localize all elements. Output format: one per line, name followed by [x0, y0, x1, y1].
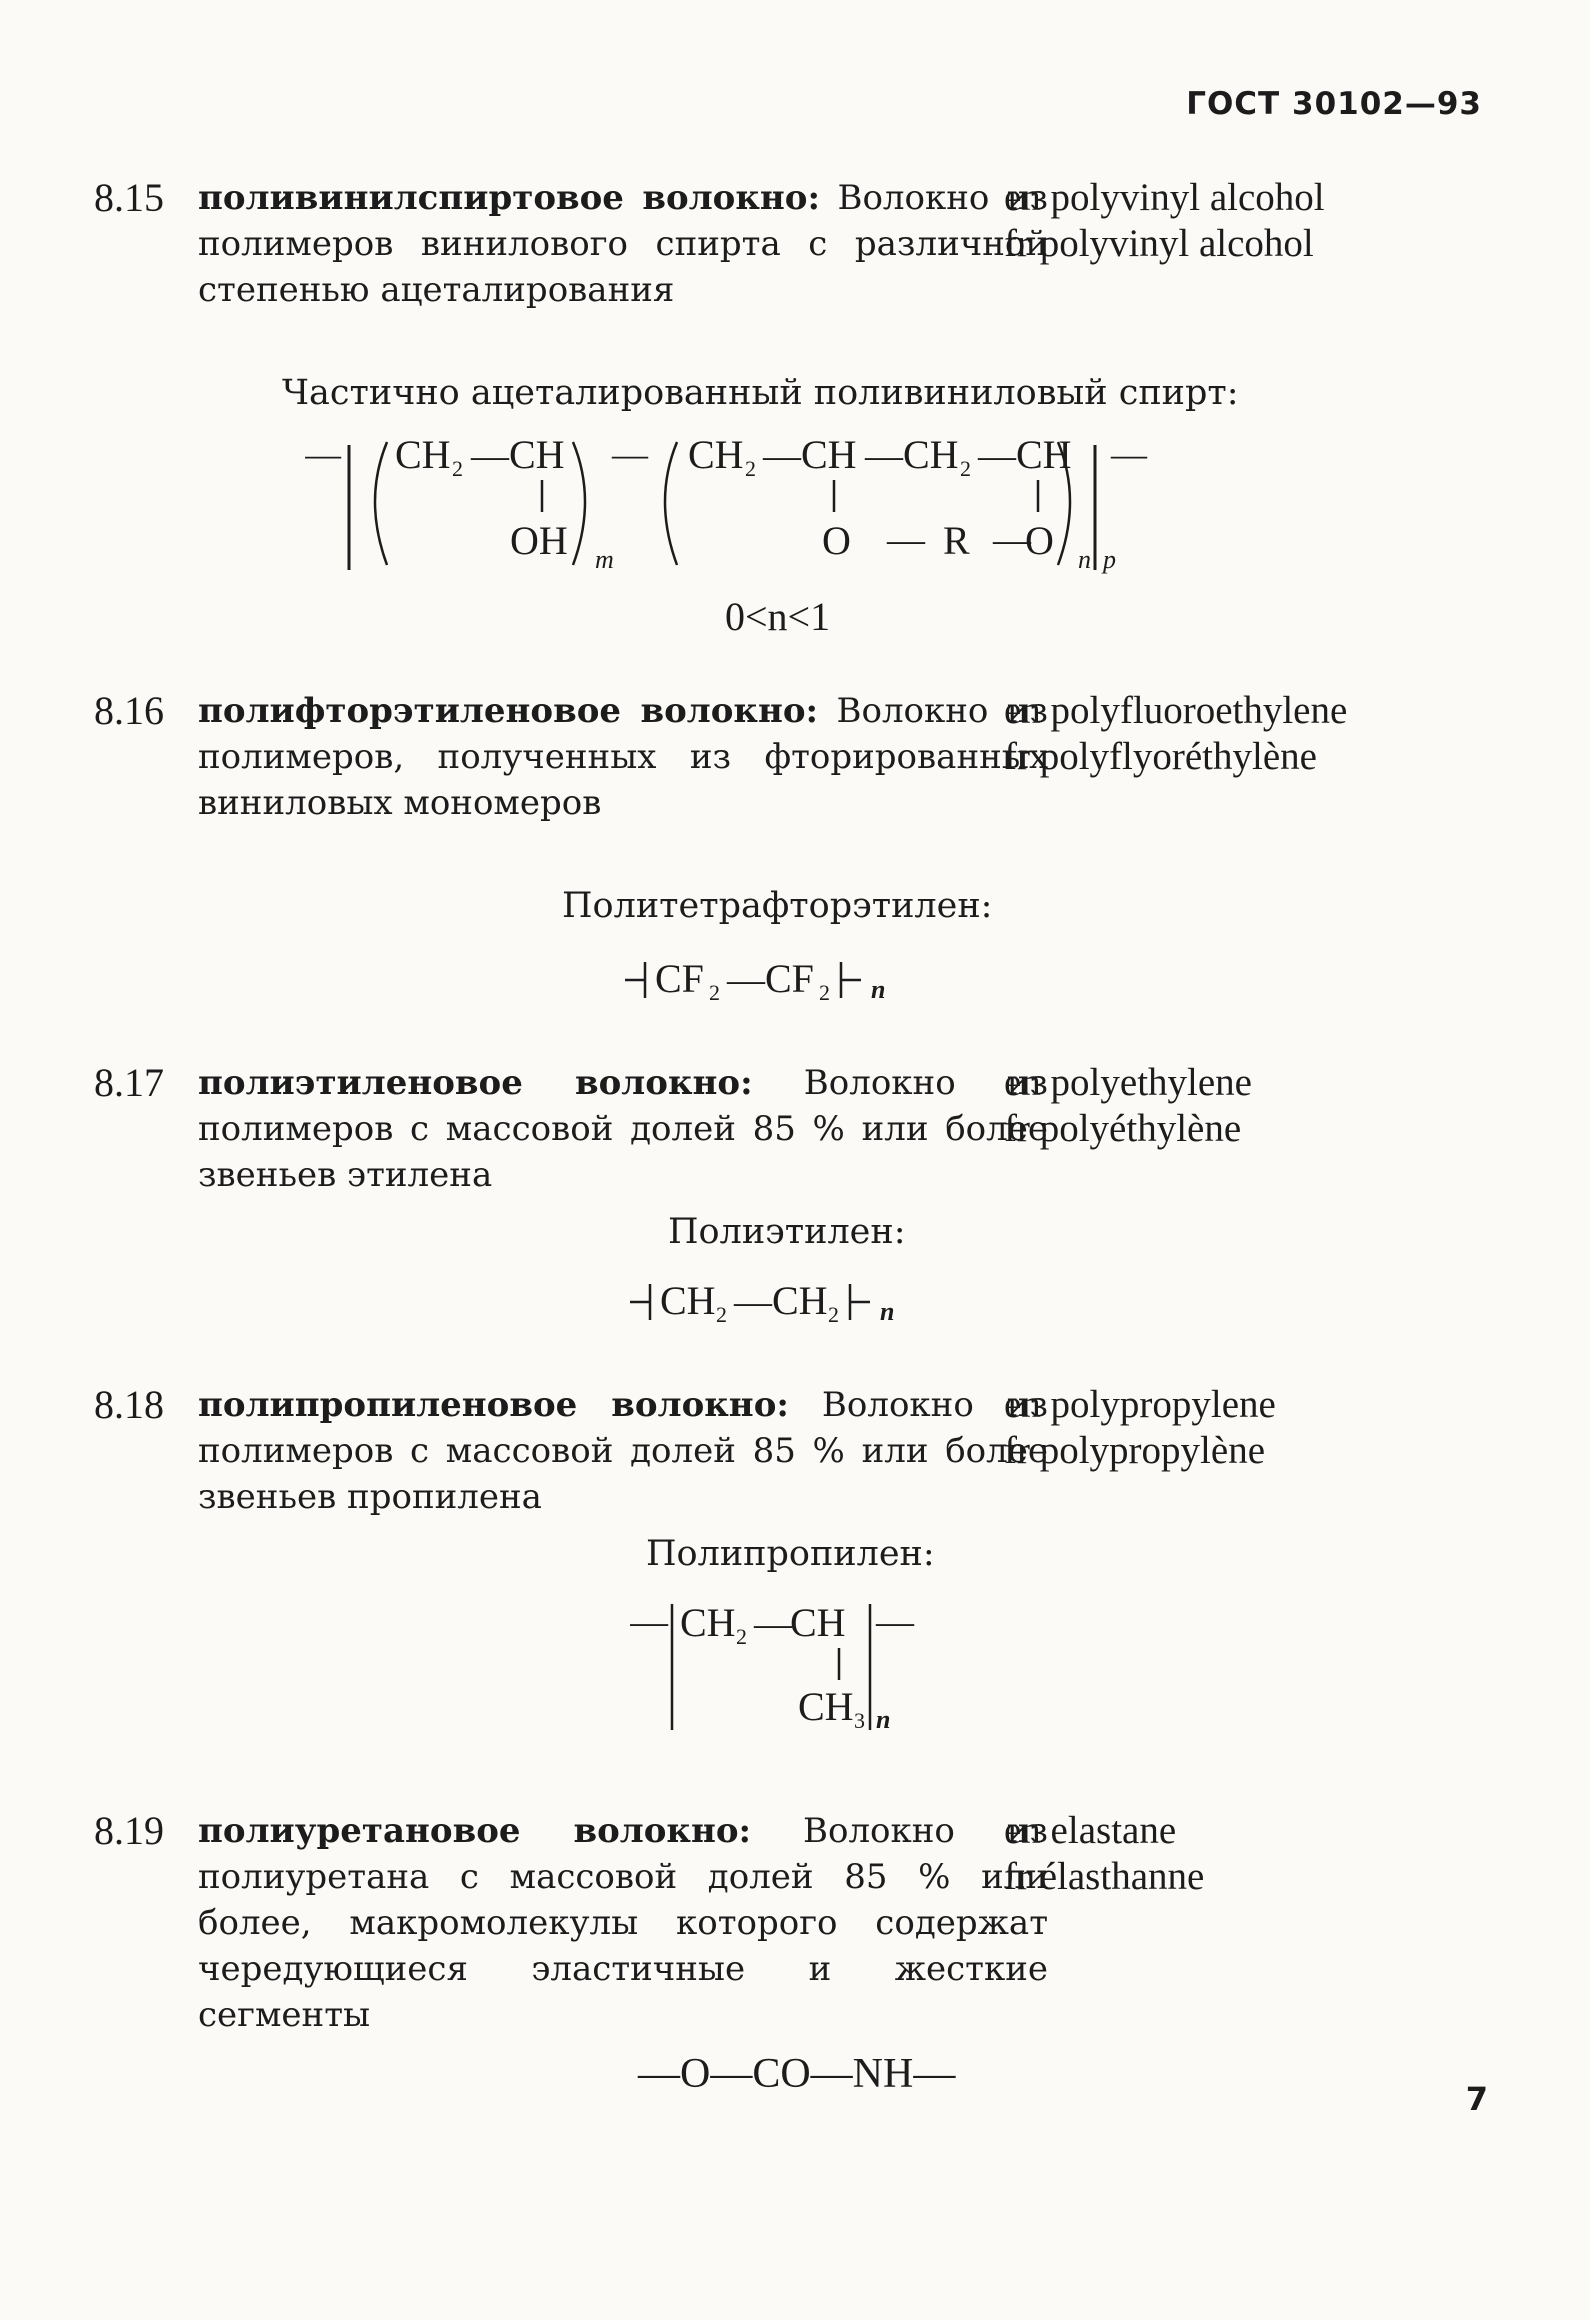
formula-bond: — [630, 1601, 668, 1643]
entry-term: полипропиленовое волокно: [198, 1385, 789, 1425]
formula-group-ch3: CH [798, 1684, 854, 1729]
equivalent-fr: fr polypropylène [1004, 1429, 1266, 1472]
page-number: 7 [1465, 2080, 1488, 2118]
formula-index-n: n [871, 975, 886, 1004]
formula-group-ch2: CH [395, 432, 451, 477]
formula-bond: — [978, 435, 1016, 477]
formula-group-ch: CH [509, 432, 565, 477]
formula-index-n: n [880, 1297, 895, 1326]
formula-group: CF [655, 956, 704, 1001]
entry-equivalents [1004, 688, 1347, 780]
entry-text: Волокно из полимеров, полученных из фторированных виниловых мономеров [198, 691, 1048, 823]
entry-definition [198, 175, 1048, 313]
equivalent-en: en elastane [1004, 1809, 1177, 1852]
entry-number: 8.17 [94, 1060, 164, 1105]
formula-group-oh: OH [510, 518, 568, 563]
formula-sub-2: 2 [736, 1624, 747, 1649]
formula-urethane-group: —O—CO—NH— [638, 2051, 956, 2097]
formula-dash: — [305, 434, 341, 474]
formula-group-ch: CH [1016, 432, 1072, 477]
formula-sub-2: 2 [960, 456, 971, 481]
formula-polytetrafluoroethylene [625, 948, 965, 1008]
entry-8-15 [94, 175, 1494, 310]
formula-group: CF [765, 956, 814, 1001]
formula-index-m: m [595, 545, 614, 574]
formula-bond: — [734, 1281, 772, 1323]
entry-number: 8.16 [94, 688, 164, 733]
formula-polyethylene [630, 1270, 970, 1330]
entry-equivalents [1004, 1060, 1252, 1152]
equivalent-en: en polyethylene [1004, 1061, 1252, 1104]
formula-polyvinyl-acetal [305, 430, 1235, 645]
entry-definition [198, 1808, 1048, 2038]
entry-term: полифторэтиленовое волокно: [198, 691, 819, 731]
equivalent-en: en polyfluoroethylene [1004, 689, 1348, 732]
entry-definition [198, 688, 1048, 826]
entry-text: Волокно из полиуретана с массовой долей 85 % или более, макромолекулы которого содержат чередующиеся эластичные и жесткие сегменты [198, 1811, 1048, 2035]
equivalent-fr: fr polyflyoréthylène [1004, 735, 1317, 778]
formula-sub-2: 2 [819, 980, 830, 1005]
entry-definition [198, 1382, 1048, 1520]
document-header: ГОСТ 30102—93 [1186, 86, 1482, 122]
equivalent-en: en polypropylene [1004, 1383, 1276, 1426]
entry-equivalents [1004, 175, 1325, 267]
formula-bond: — [865, 435, 903, 477]
entry-number: 8.18 [94, 1382, 164, 1427]
formula-bond: — [876, 1601, 914, 1643]
formula-bond: — [993, 519, 1031, 561]
entry-8-16 [94, 688, 1494, 823]
formula-condition: 0<n<1 [725, 594, 831, 639]
entry-definition [198, 1060, 1048, 1198]
entry-text: Волокно из полимеров с массовой долей 85 % или более звеньев этилена [198, 1063, 1049, 1195]
formula-bond: — [887, 519, 925, 561]
entry-equivalents [1004, 1808, 1204, 1900]
entry-8-17 [94, 1060, 1494, 1195]
formula-bond: — [727, 959, 765, 1001]
formula-sub-2: 2 [452, 456, 463, 481]
entry-number: 8.19 [94, 1808, 164, 1853]
formula-sub-2: 2 [745, 456, 756, 481]
equivalent-en: en polyvinyl alcohol [1004, 176, 1325, 219]
entry-equivalents [1004, 1382, 1276, 1474]
equivalent-fr: fr polyvinyl alcohol [1004, 222, 1314, 265]
formula-sub-2: 2 [709, 980, 720, 1005]
formula-caption: Частично ацеталированный поливиниловый спирт: [282, 373, 1239, 413]
formula-caption: Полипропилен: [646, 1534, 935, 1574]
formula-group-ch: CH [790, 1600, 846, 1645]
formula-sub-3: 3 [854, 1708, 865, 1733]
entry-term: поливинилспиртовое волокно: [198, 178, 821, 218]
formula-index-n: n [876, 1705, 891, 1734]
entry-8-18 [94, 1382, 1494, 1517]
entry-8-19 [94, 1808, 1494, 2035]
formula-radical-r: R [943, 518, 970, 563]
formula-sub-2: 2 [828, 1302, 839, 1327]
formula-group-ch2: CH [903, 432, 959, 477]
entry-text: Волокно из полимеров винилового спирта с различной степенью ацеталирования [198, 178, 1048, 310]
entry-text: Волокно из полимеров с массовой долей 85 % или более звеньев пропилена [198, 1385, 1048, 1517]
equivalent-fr: fr polyéthylène [1004, 1107, 1242, 1150]
formula-group: CH [772, 1278, 828, 1323]
formula-oxygen: O [1025, 518, 1054, 563]
entry-term: полиуретановое волокно: [198, 1811, 752, 1851]
entry-term: полиэтиленовое волокно: [198, 1063, 753, 1103]
formula-group: CH [660, 1278, 716, 1323]
formula-caption: Политетрафторэтилен: [562, 886, 993, 926]
formula-bond: — [763, 435, 801, 477]
equivalent-fr: fr élasthanne [1004, 1855, 1205, 1898]
formula-dash: — [612, 434, 648, 474]
formula-oxygen: O [822, 518, 851, 563]
formula-group-ch2: CH [680, 1600, 736, 1645]
formula-group-ch2: CH [688, 432, 744, 477]
formula-polypropylene [630, 1590, 930, 1750]
formula-bond: — [754, 1603, 792, 1645]
formula-group-ch: CH [801, 432, 857, 477]
formula-dash: — [1111, 434, 1147, 474]
formula-index-p: p [1103, 545, 1116, 574]
formula-caption: Полиэтилен: [668, 1212, 906, 1252]
entry-number: 8.15 [94, 175, 164, 220]
formula-index-n: n [1078, 545, 1091, 574]
formula-bond: — [471, 435, 509, 477]
formula-sub-2: 2 [716, 1302, 727, 1327]
